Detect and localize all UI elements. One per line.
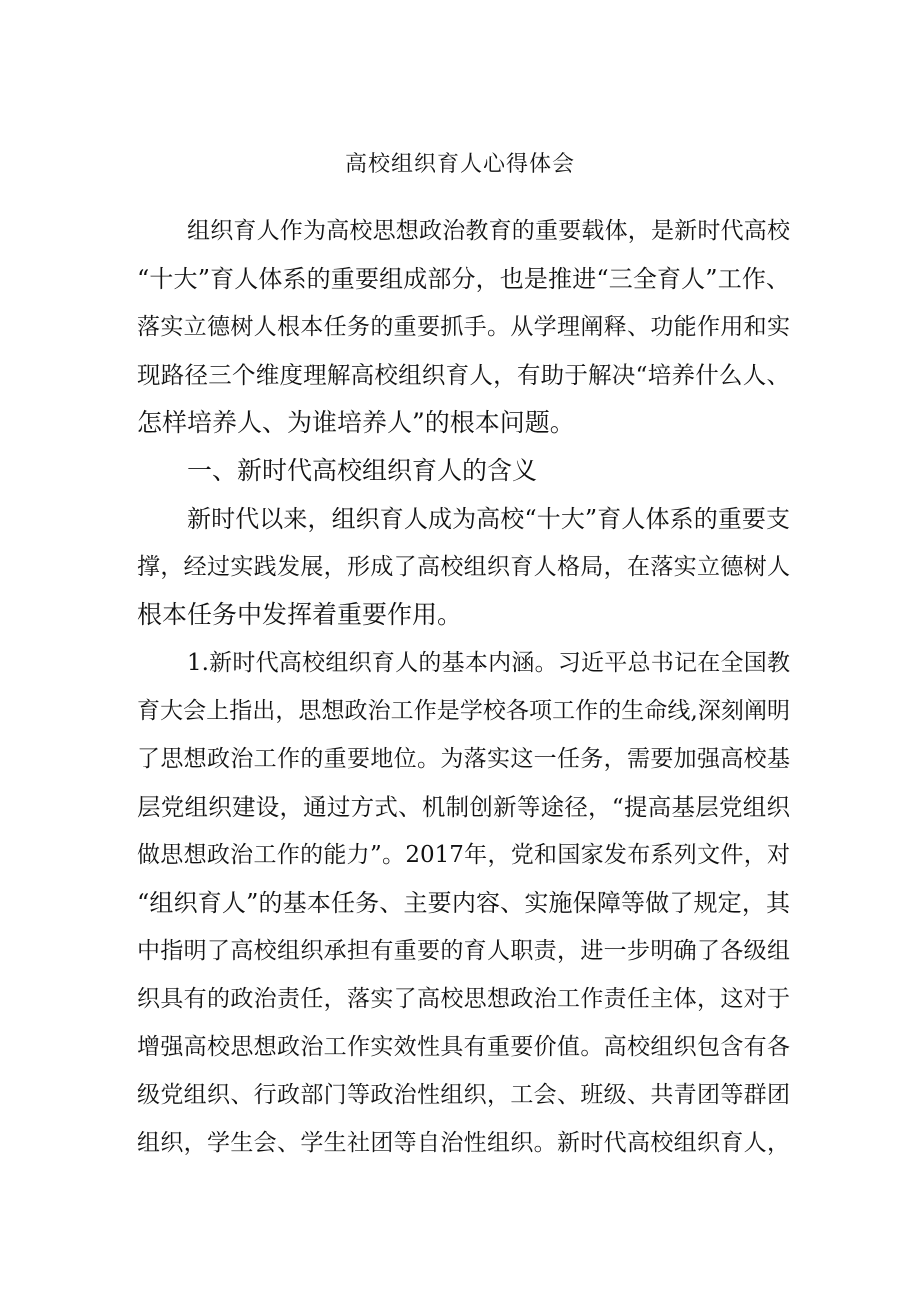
- paragraph-line: 新时代以来，组织育人成为高校“十大”育人体系的重要支: [187, 505, 790, 533]
- section-heading: 一、新时代高校组织育人的含义: [187, 456, 538, 485]
- paragraph-line: 了思想政治工作的重要地位。为落实这一任务，需要加强高校基: [137, 746, 790, 772]
- paragraph-line: “十大”育人体系的重要组成部分，也是推进“三全育人”工作、: [137, 265, 790, 293]
- paragraph-line: 怎样培养人、为谁培养人”的根本问题。: [137, 408, 575, 437]
- document-title: 高校组织育人心得体会: [344, 152, 575, 177]
- paragraph-line: 级党组织、行政部门等政治性组织，工会、班级、共青团等群团: [137, 1082, 790, 1108]
- paragraph-line: 组织，学生会、学生社团等自治性组织。新时代高校组织育人，: [137, 1130, 790, 1156]
- paragraph-line: 中指明了高校组织承担有重要的育人职责，进一步明确了各级组: [137, 938, 790, 964]
- paragraph-line: 根本任务中发挥着重要作用。: [137, 600, 463, 629]
- paragraph-line: 育大会上指出，思想政治工作是学校各项工作的生命线,深刻阐明: [137, 698, 790, 724]
- paragraph-line: 层党组织建设，通过方式、机制创新等途径，“提高基层党组织: [137, 793, 790, 821]
- paragraph-line: 增强高校思想政治工作实效性具有重要价值。高校组织包含有各: [137, 1034, 790, 1060]
- paragraph-line: 落实立德树人根本任务的重要抓手。从学理阐释、功能作用和实: [137, 314, 790, 340]
- paragraph-line: 做思想政治工作的能力”。2017年，党和国家发布系列文件，对: [137, 842, 790, 868]
- paragraph-line: “组织育人”的基本任务、主要内容、实施保障等做了规定，其: [137, 889, 790, 917]
- paragraph-line: 撑，经过实践发展，形成了高校组织育人格局，在落实立德树人: [137, 554, 790, 580]
- paragraph-line: 织具有的政治责任，落实了高校思想政治工作责任主体，这对于: [137, 986, 790, 1012]
- paragraph-line: 1.新时代高校组织育人的基本内涵。习近平总书记在全国教: [187, 650, 790, 676]
- paragraph-line: 组织育人作为高校思想政治教育的重要载体，是新时代高校: [187, 218, 790, 244]
- paragraph-line: 现路径三个维度理解高校组织育人，有助于解决“培养什么人、: [137, 361, 790, 389]
